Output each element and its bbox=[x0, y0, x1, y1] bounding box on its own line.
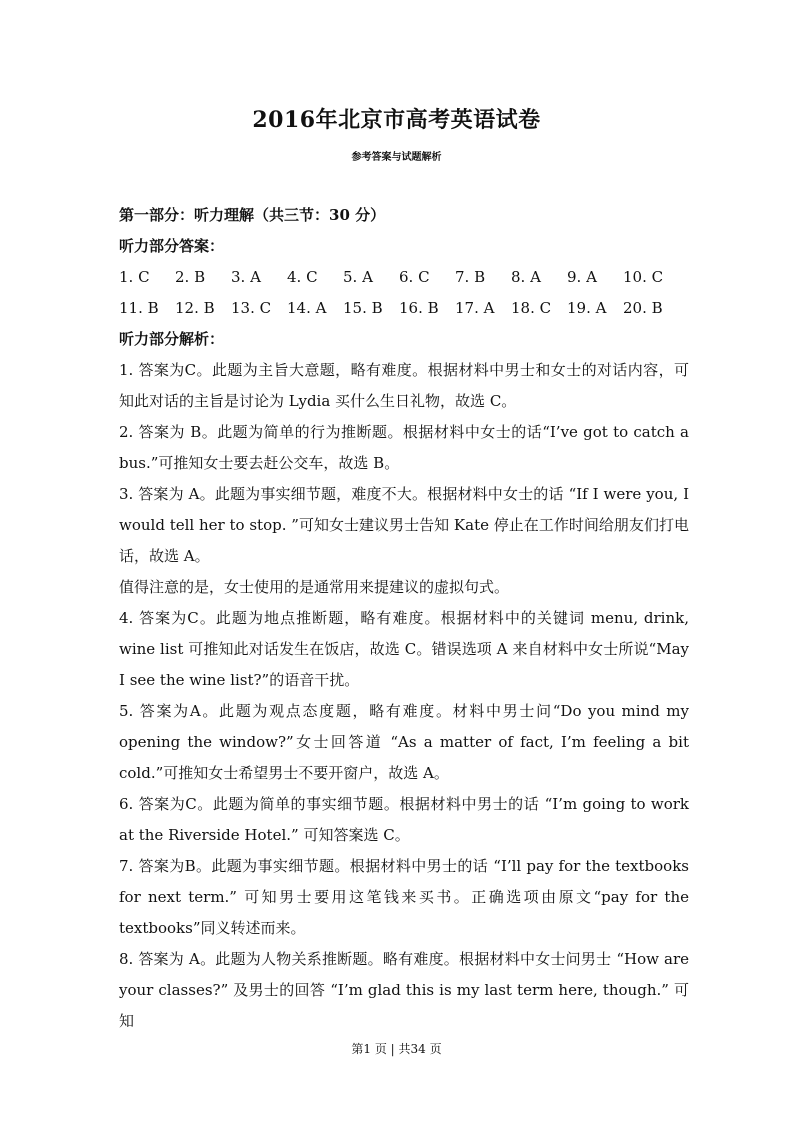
analysis-paragraph: 1. 答案为C。此题为主旨大意题，略有难度。根据材料中男士和女士的对话内容，可知此对话的主旨是讨论为 Lydia 买什么生日礼物，故选 C。 bbox=[119, 361, 689, 410]
analysis-list bbox=[119, 355, 689, 1037]
answer-item: 10. C bbox=[623, 268, 664, 286]
analysis-paragraph: 7. 答案为B。此题为事实细节题。根据材料中男士的话 “I’ll pay for the textbooks for next term.” 可知男士要用这笔钱来买书。正确选项由原文“pay for the textbooks”同义转述而来。 bbox=[119, 857, 689, 937]
analysis-paragraph: 4. 答案为C。此题为地点推断题，略有难度。根据材料中的关键词 menu, drink, wine list 可推知此对话发生在饭店，故选 C。错误选项 A 来自材料中女士所说“May I see the wine list?”的语音干扰。 bbox=[119, 609, 689, 689]
analysis-paragraph: 2. 答案为 B。此题为简单的行为推断题。根据材料中女士的话“I’ve got to catch a bus.”可推知女士要去赶公交车，故选 B。 bbox=[119, 423, 689, 472]
document-subtitle: 参考答案与试题解析 bbox=[351, 152, 442, 163]
answer-item: 6. C bbox=[399, 268, 430, 286]
answer-item: 20. B bbox=[623, 299, 663, 317]
analysis-heading: 听力部分解析： bbox=[119, 330, 225, 348]
answer-item: 2. B bbox=[175, 268, 206, 286]
answer-item: 16. B bbox=[399, 299, 439, 317]
answer-item: 19. A bbox=[567, 299, 607, 317]
answer-item: 8. A bbox=[511, 268, 541, 286]
answer-item: 3. A bbox=[231, 268, 261, 286]
section-heading: 第一部分：听力理解（共三节：30 分） bbox=[119, 206, 386, 224]
document-body bbox=[119, 200, 689, 1037]
answer-item: 9. A bbox=[567, 268, 597, 286]
answer-item: 18. C bbox=[511, 299, 552, 317]
answer-item: 13. C bbox=[231, 299, 272, 317]
analysis-paragraph: 6. 答案为C。此题为简单的事实细节题。根据材料中男士的话 “I’m going to work at the Riverside Hotel.” 可知答案选 C。 bbox=[119, 795, 689, 844]
answer-item: 17. A bbox=[455, 299, 495, 317]
answer-item: 5. A bbox=[343, 268, 373, 286]
answer-item: 7. B bbox=[455, 268, 486, 286]
analysis-paragraph: 值得注意的是，女士使用的是通常用来提建议的虚拟句式。 bbox=[119, 578, 510, 596]
document-title: 2016年北京市高考英语试卷 bbox=[252, 107, 541, 133]
answer-item: 15. B bbox=[343, 299, 383, 317]
answer-item: 4. C bbox=[287, 268, 318, 286]
analysis-paragraph: 3. 答案为 A。此题为事实细节题，难度不大。根据材料中女士的话 “If I were you, I would tell her to stop. ”可知女士建议男士告知 Kate 停止在工作时间给朋友们打电话，故选 A。 bbox=[119, 485, 689, 565]
answer-item: 12. B bbox=[175, 299, 215, 317]
answers-heading: 听力部分答案： bbox=[119, 237, 225, 255]
answer-item: 14. A bbox=[287, 299, 327, 317]
answer-item: 1. C bbox=[119, 268, 150, 286]
analysis-paragraph: 5. 答案为A。此题为观点态度题，略有难度。材料中男士问“Do you mind my opening the window?”女士回答道 “As a matter of fact, I’m feeling a bit cold.”可推知女士希望男士不要开窗户，故选 A。 bbox=[119, 702, 689, 782]
answer-row bbox=[119, 293, 689, 324]
answer-row bbox=[119, 262, 689, 293]
page-footer: 第1 页 | 共34 页 bbox=[351, 1042, 442, 1056]
answer-item: 11. B bbox=[119, 299, 159, 317]
answer-table bbox=[119, 262, 689, 324]
analysis-paragraph: 8. 答案为 A。此题为人物关系推断题。略有难度。根据材料中女士问男士 “How are your classes?” 及男士的回答 “I’m glad this is my last term here, though.” 可知 bbox=[119, 950, 689, 1030]
